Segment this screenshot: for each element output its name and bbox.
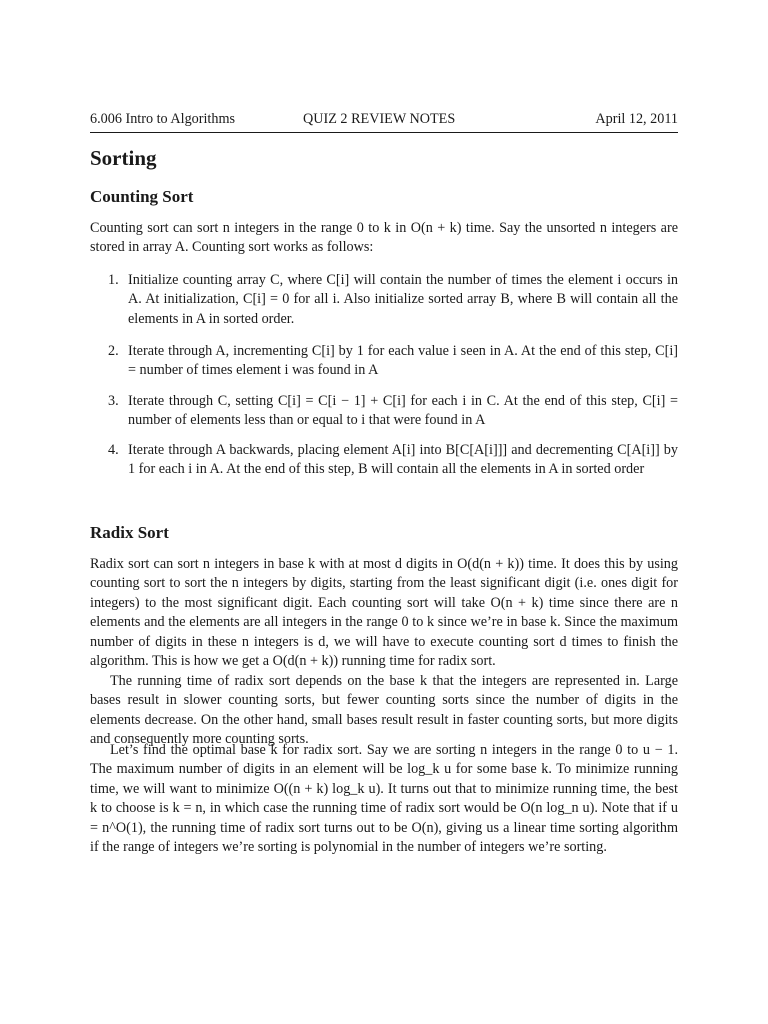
list-item-number: 1.: [108, 272, 119, 288]
list-item: [108, 271, 678, 329]
section-title: Sorting: [90, 146, 157, 170]
list-item: [108, 342, 678, 381]
list-item-text: Iterate through C, setting C[i] = C[i − 1] + C[i] for each i in C. At the end of this step, C[i] = number of elements less than or equal to i that were found in A: [128, 393, 678, 429]
subsection-title-radix-sort: Radix Sort: [90, 523, 169, 542]
header-date: April 12, 2011: [595, 111, 678, 127]
list-item: [108, 392, 678, 431]
list-item-text: Iterate through A, incrementing C[i] by 1 for each value i seen in A. At the end of this step, C[i] = number of times element i was found in A: [128, 343, 678, 379]
header-course: 6.006 Intro to Algorithms: [90, 111, 236, 127]
subsection-title-counting-sort: Counting Sort: [90, 187, 194, 206]
list-item-text: Initialize counting array C, where C[i] will contain the number of times the element i occurs in A. At initialization, C[i] = 0 for all i. Also initialize sorted array B, where B will contain all the elements in A in sorted order.: [128, 272, 678, 327]
list-item: [108, 441, 678, 480]
header-title: QUIZ 2 REVIEW NOTES: [303, 111, 456, 127]
list-item-number: 2.: [108, 343, 119, 359]
radix-sort-paragraph: Let’s find the optimal base k for radix sort. Say we are sorting n integers in the range 0 to u − 1. The maximum number of digits in an element will be log_k u for some base k. To minimize running time, we will want to minimize O((n + k) log_k u). It turns out that to minimize running time, the best k to choose is k = n, in which case the running time of radix sort would be O(n log_n u). Note that if u = n^O(1), the running time of radix sort turns out to be O(n), giving us a linear time sorting algorithm if the range of integers we’re sorting is polynomial in the number of integers we’re sorting.: [90, 742, 678, 856]
counting-sort-intro: Counting sort can sort n integers in the range 0 to k in O(n + k) time. Say the unsorted n integers are stored in array A. Counting sort works as follows:: [90, 220, 678, 256]
page-header: [90, 110, 678, 133]
list-item-text: Iterate through A backwards, placing element A[i] into B[C[A[i]]] and decrementing C[A[i]] by 1 for each i in A. At the end of this step, B will contain all the elements in A in sorted order: [128, 442, 678, 478]
radix-sort-paragraph: The running time of radix sort depends on the base k that the integers are represented in. Large bases result in slower counting sorts, but fewer counting sorts since the number of digits in the elements decrease. On the other hand, small bases result result in faster counting sorts, but more digits and consequently more counting sorts.: [90, 673, 678, 748]
list-item-number: 4.: [108, 442, 119, 458]
radix-sort-paragraph: Radix sort can sort n integers in base k with at most d digits in O(d(n + k)) time. It does this by using counting sort to sort the n integers by digits, starting from the least significant digit (i.e. ones digit for integers) to the most significant digit. Each counting sort will take O(n + k) time since there are n elements and the elements are all integers in the range 0 to k since we’re in base k. Since the maximum number of digits in these n integers is d, we will have to execute counting sort d times to finish the algorithm. This is how we get a O(d(n + k)) running time for radix sort.: [90, 556, 678, 670]
list-item-number: 3.: [108, 393, 119, 409]
